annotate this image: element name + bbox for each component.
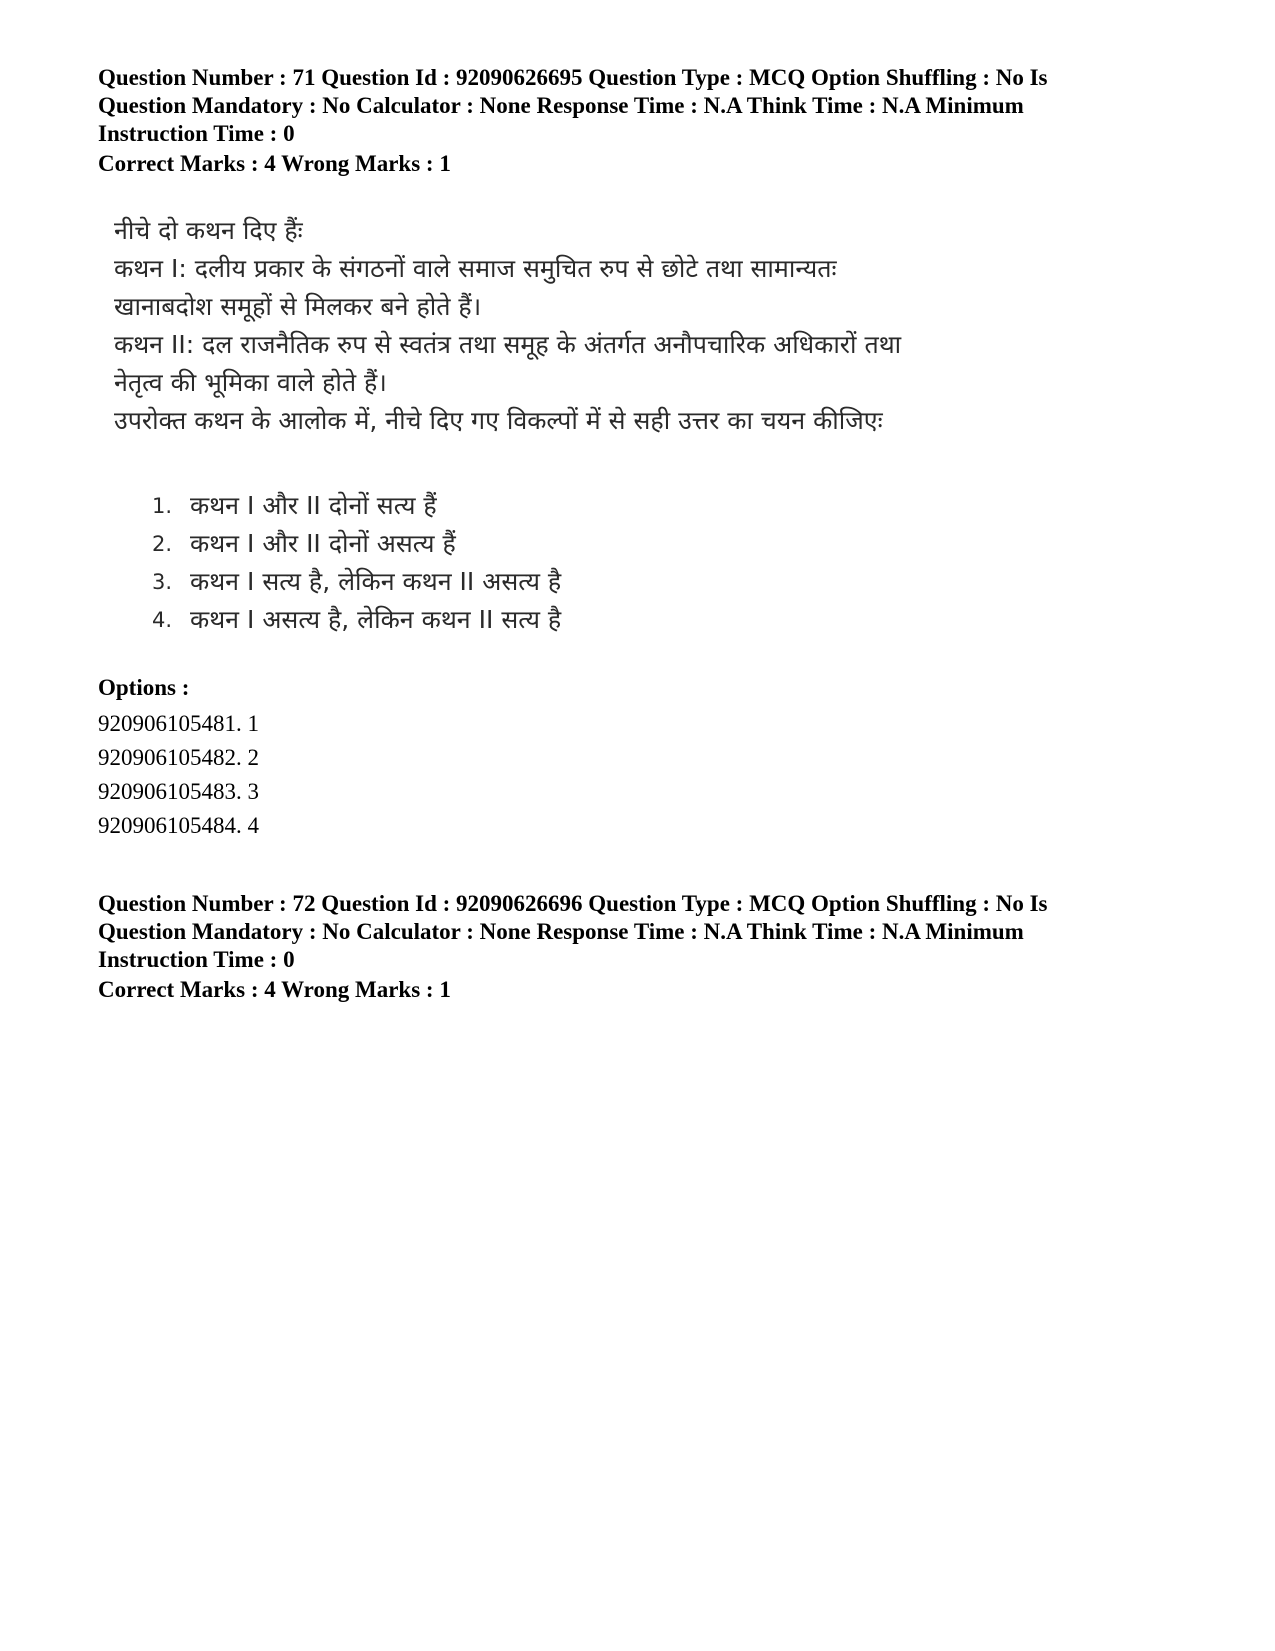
choice-text: कथन I असत्य है, लेकिन कथन II सत्य है xyxy=(190,605,562,634)
choice-item xyxy=(152,601,561,639)
option-row: 920906105484. 4 xyxy=(98,813,259,838)
statement-line: कथन II: दल राजनैतिक रुप से स्वतंत्र तथा समूह के अंतर्गत अनौपचारिक अधिकारों तथा xyxy=(114,330,902,359)
question-72-meta-line-3: Instruction Time : 0 xyxy=(98,947,295,972)
statement-line: खानाबदोश समूहों से मिलकर बने होते हैं। xyxy=(114,292,482,321)
choice-item xyxy=(152,525,561,563)
option-row: 920906105482. 2 xyxy=(98,745,259,770)
choice-text: कथन I सत्य है, लेकिन कथन II असत्य है xyxy=(190,567,562,596)
question-72-meta-line-1: Question Number : 72 Question Id : 92090626696 Question Type : MCQ Option Shuffling : No Is xyxy=(98,891,1048,916)
question-72-meta-line-2: Question Mandatory : No Calculator : None Response Time : N.A Think Time : N.A Minimum xyxy=(98,919,1024,944)
choice-text: कथन I और II दोनों असत्य हैं xyxy=(190,529,456,558)
question-71-marks: Correct Marks : 4 Wrong Marks : 1 xyxy=(98,151,451,176)
statement-line: कथन I: दलीय प्रकार के संगठनों वाले समाज समुचित रुप से छोटे तथा सामान्यतः xyxy=(114,254,837,283)
question-72-meta xyxy=(98,890,1198,974)
choice-item xyxy=(152,563,561,601)
question-71-statement xyxy=(114,212,1014,440)
option-row: 920906105481. 1 xyxy=(98,711,259,736)
question-71-meta-line-2: Question Mandatory : No Calculator : None Response Time : N.A Think Time : N.A Minimum xyxy=(98,93,1024,118)
option-row: 920906105483. 3 xyxy=(98,779,259,804)
question-71-meta xyxy=(98,64,1198,148)
statement-line: नेतृत्व की भूमिका वाले होते हैं। xyxy=(114,368,387,397)
statement-line: नीचे दो कथन दिए हैंः xyxy=(114,216,303,245)
question-72-marks: Correct Marks : 4 Wrong Marks : 1 xyxy=(98,977,451,1002)
choice-number: 4. xyxy=(152,608,173,632)
choice-number: 1. xyxy=(152,494,173,518)
question-71-meta-line-3: Instruction Time : 0 xyxy=(98,121,295,146)
question-71-choices xyxy=(152,487,561,639)
choice-number: 2. xyxy=(152,532,173,556)
choice-number: 3. xyxy=(152,570,173,594)
statement-line: उपरोक्त कथन के आलोक में, नीचे दिए गए विकल्पों में से सही उत्तर का चयन कीजिएः xyxy=(114,406,883,435)
choice-text: कथन I और II दोनों सत्य हैं xyxy=(190,491,437,520)
choice-item xyxy=(152,487,561,525)
options-label: Options : xyxy=(98,675,190,700)
question-71-meta-line-1: Question Number : 71 Question Id : 92090626695 Question Type : MCQ Option Shuffling : No Is xyxy=(98,65,1048,90)
question-71-options xyxy=(98,707,259,843)
